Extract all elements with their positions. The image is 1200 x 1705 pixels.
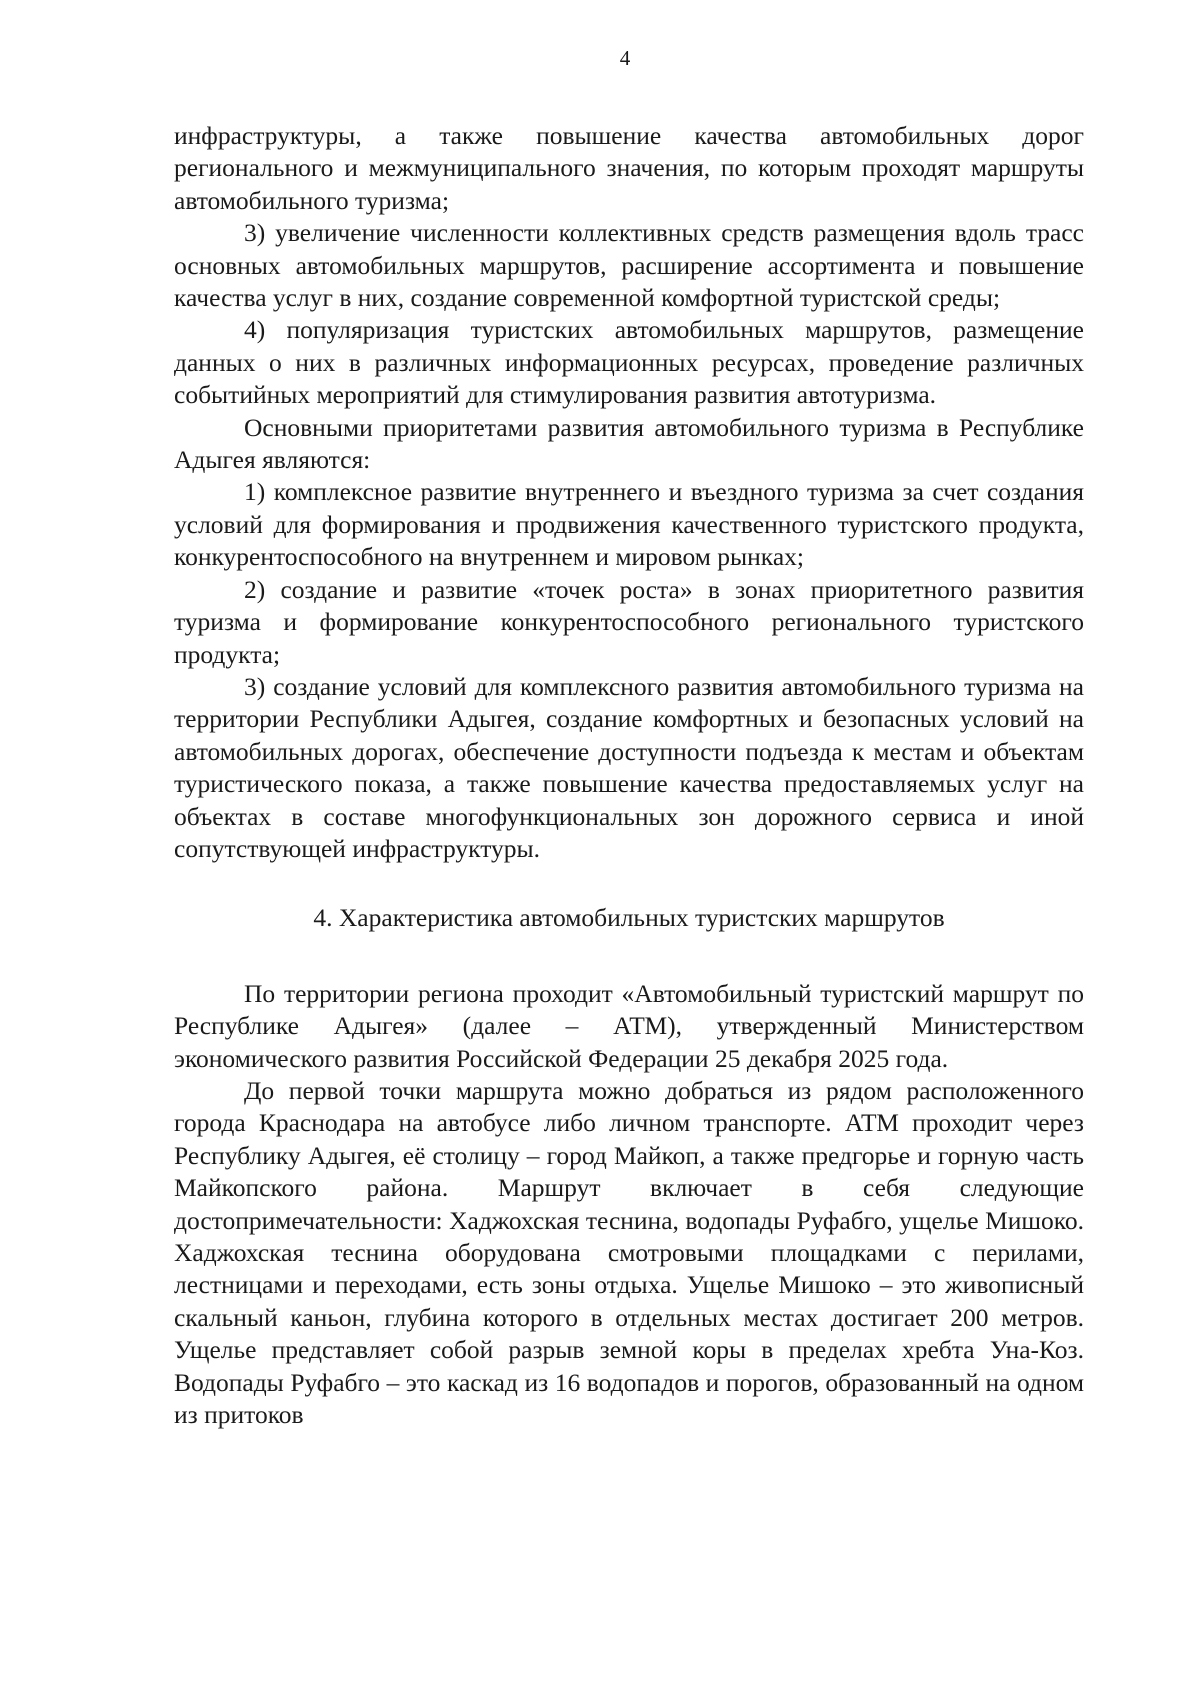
list-item-3: 3) увеличение численности коллективных средств размещения вдоль трасс основных автомобильных маршрутов, расширение ассортимента и повышение качества услуг в них, создание современной комфортной туристской среды; xyxy=(174,218,1084,313)
document-body xyxy=(174,120,1084,1431)
priority-item-2: 2) создание и развитие «точек роста» в зонах приоритетного развития туризма и формирование конкурентоспособного регионального туристского продукта; xyxy=(174,574,1084,669)
priority-item-3: 3) создание условий для комплексного развития автомобильного туризма на территории Республики Адыгея, создание комфортных и безопасных условий на автомобильных дорогах, обеспечение доступности подъезда к местам и объектам туристического показа, а также повышение качества предоставляемых услуг на объектах в составе многофункциональных зон дорожного сервиса и иной сопутствующей инфраструктуры. xyxy=(174,671,1084,863)
route-paragraph: По территории региона проходит «Автомобильный туристский маршрут по Республике Адыгея» (далее – АТМ), утвержденный Министерством экономического развития Российской Федерации 25 декабря 2025 года. xyxy=(174,978,1084,1073)
page-number: 4 xyxy=(619,46,631,70)
list-item-4: 4) популяризация туристских автомобильных маршрутов, размещение данных о них в различных информационных ресурсах, проведение различных событийных мероприятий для стимулирования развития автотуризма. xyxy=(174,315,1084,410)
route-description-paragraph: До первой точки маршрута можно добраться из рядом расположенного города Краснодара на автобусе либо личном транспорте. АТМ проходит через Республику Адыгея, её столицу – город Майкоп, а также предгорье и горную часть Майкопского района. Маршрут включает в себя следующие достопримечательности: Хаджохская теснина, водопады Руфабго, ущелье Мишоко. Хаджохская теснина оборудована смотровыми площадками с перилами, лестницами и переходами, есть зоны отдыха. Ущелье Мишоко – это живописный скальный каньон, глубина которого в отдельных местах достигает 200 метров. Ущелье представляет собой разрыв земной коры в пределах хребта Уна-Коз. Водопады Руфабго – это каскад из 16 водопадов и порогов, образованный на одном из притоков xyxy=(174,1075,1084,1430)
paragraph-continuation: инфраструктуры, а также повышение качества автомобильных дорог регионального и межмуниципального значения, по которым проходят маршруты автомобильного туризма; xyxy=(174,121,1084,215)
section-heading: 4. Характеристика автомобильных туристских маршрутов xyxy=(313,903,945,933)
priorities-intro: Основными приоритетами развития автомобильного туризма в Республике Адыгея являются: xyxy=(174,412,1084,475)
priority-item-1: 1) комплексное развитие внутреннего и въездного туризма за счет создания условий для формирования и продвижения качественного туристского продукта, конкурентоспособного на внутреннем и мировом рынках; xyxy=(174,477,1084,572)
